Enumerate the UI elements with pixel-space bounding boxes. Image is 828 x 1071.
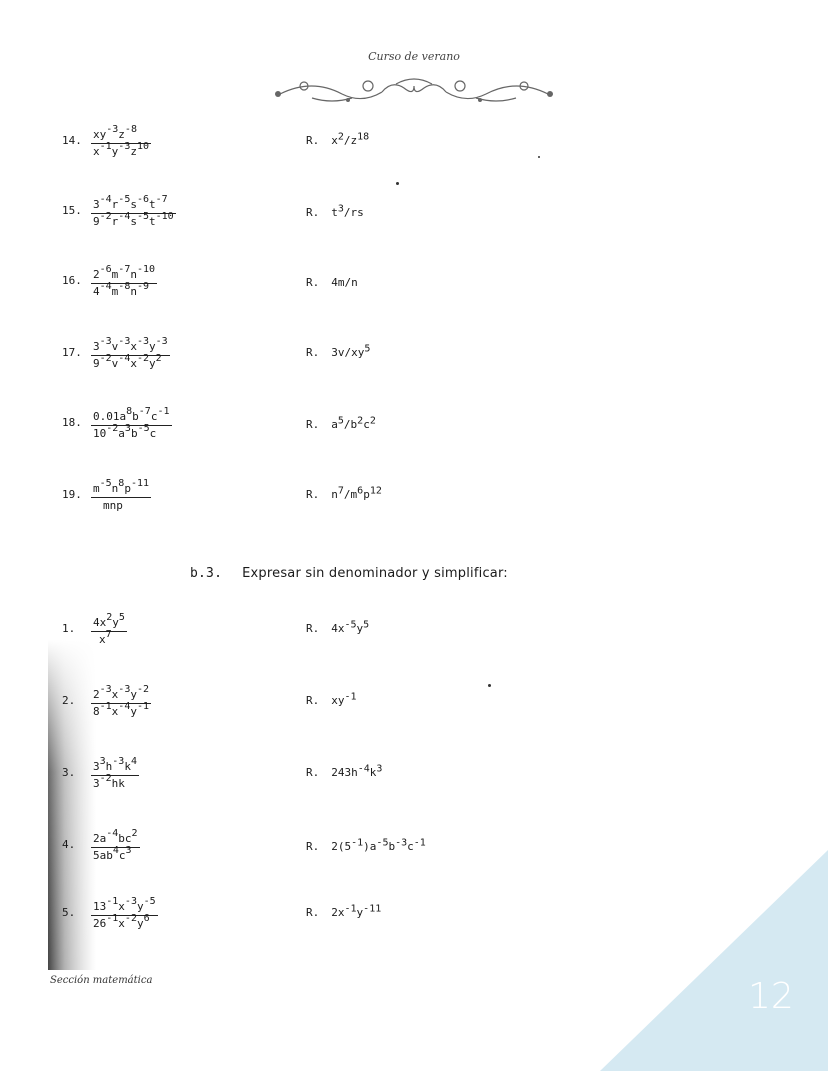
problem-number: 14. [62,134,82,147]
problem-15 [62,194,302,258]
problem-fraction: $\frac{2^{-3}x^{-3}y^{-2}}{8^{-1}x^{-4}y^{-1}}$ [93,684,150,718]
scan-speck [488,684,491,687]
problem-number: 1. [62,622,76,635]
section-number: b.3. [190,566,223,581]
answer-14: R. $x^2/z^{18}$ [306,131,370,147]
problem-number: 2. [62,694,76,707]
problem-b3-3 [62,756,302,820]
footer-section-label: Sección matemática [50,975,153,986]
problem-19 [62,478,302,542]
problem-number: 18. [62,416,82,429]
answer-18: R. $a^5/b^2c^2$ [306,415,376,431]
answer-15: R. $t^3/rs$ [306,203,364,219]
problem-fraction: $\frac{3^{-3}v^{-3}x^{-3}y^{-3}}{9^{-2}v^{-4}x^{-2}y^2}$ [93,336,168,370]
problem-number: 3. [62,766,76,779]
answer-17: R. $3v/xy^5$ [306,343,371,359]
scan-speck [396,182,399,185]
problem-16 [62,264,302,328]
section-title: Expresar sin denominador y simplificar: [242,566,508,581]
problem-number: 4. [62,838,76,851]
problem-fraction: $\frac{0.01a^8b^{-7}c^{-1}}{10^{-2}a^3b^{-5}c}$ [93,406,170,440]
page-header-title: Curso de verano [368,50,460,63]
corner-triangle-decoration [600,850,828,1071]
answer-b3-4: R. $2(5^{-1})a^{-5}b^{-3}c^{-1}$ [306,837,426,853]
answer-19: R. $n^7/m^6p^{12}$ [306,485,382,501]
problem-18 [62,406,302,470]
problem-14 [62,124,302,188]
problem-fraction: $\frac{2^{-6}m^{-7}n^{-10}}{4^{-4}m^{-8}n^{-9}}$ [93,264,156,298]
problem-fraction: $\frac{2a^{-4}bc^2}{5ab^4c^3}$ [93,828,138,862]
problem-17 [62,336,302,400]
answer-b3-5: R. $2x^{-1}y^{-11}$ [306,903,382,919]
problem-fraction: $\frac{3^{-4}r^{-5}s^{-6}t^{-7}}{9^{-2}r^{-4}s^{-5}t^{-10}}$ [93,194,174,228]
problem-fraction: $\frac{13^{-1}x^{-3}y^{-5}}{26^{-1}x^{-2}y^6}$ [93,896,156,930]
problem-fraction: $\frac{xy^{-3}z^{-8}}{x^{-1}y^{-3}z^{10}}$ [93,124,150,158]
problem-fraction: $m^{-5}n^8p^{-11}$ mnp [93,478,150,512]
problem-b3-5 [62,896,302,960]
answer-b3-2: R. $xy^{-1}$ [306,691,357,707]
decorative-ornament [272,74,556,106]
answer-b3-1: R. $4x^{-5}y^5$ [306,619,370,635]
problem-number: 17. [62,346,82,359]
answer-16: R. 4m/n [306,276,358,289]
problem-b3-1 [62,612,302,676]
problem-fraction: $\frac{4x^2y^5}{x^7}$ [93,612,125,646]
problem-fraction: $\frac{3^3h^{-3}k^4}{3^{-2}hk}$ [93,756,137,790]
scan-speck [538,156,540,158]
section-heading [190,566,508,581]
problem-number: 15. [62,204,82,217]
problem-number: 19. [62,488,82,501]
page-number: 12 [748,976,794,1017]
problem-number: 5. [62,906,76,919]
problem-b3-4 [62,828,302,892]
answer-b3-3: R. $243h^{-4}k^3$ [306,763,383,779]
problem-number: 16. [62,274,82,287]
problem-b3-2 [62,684,302,748]
